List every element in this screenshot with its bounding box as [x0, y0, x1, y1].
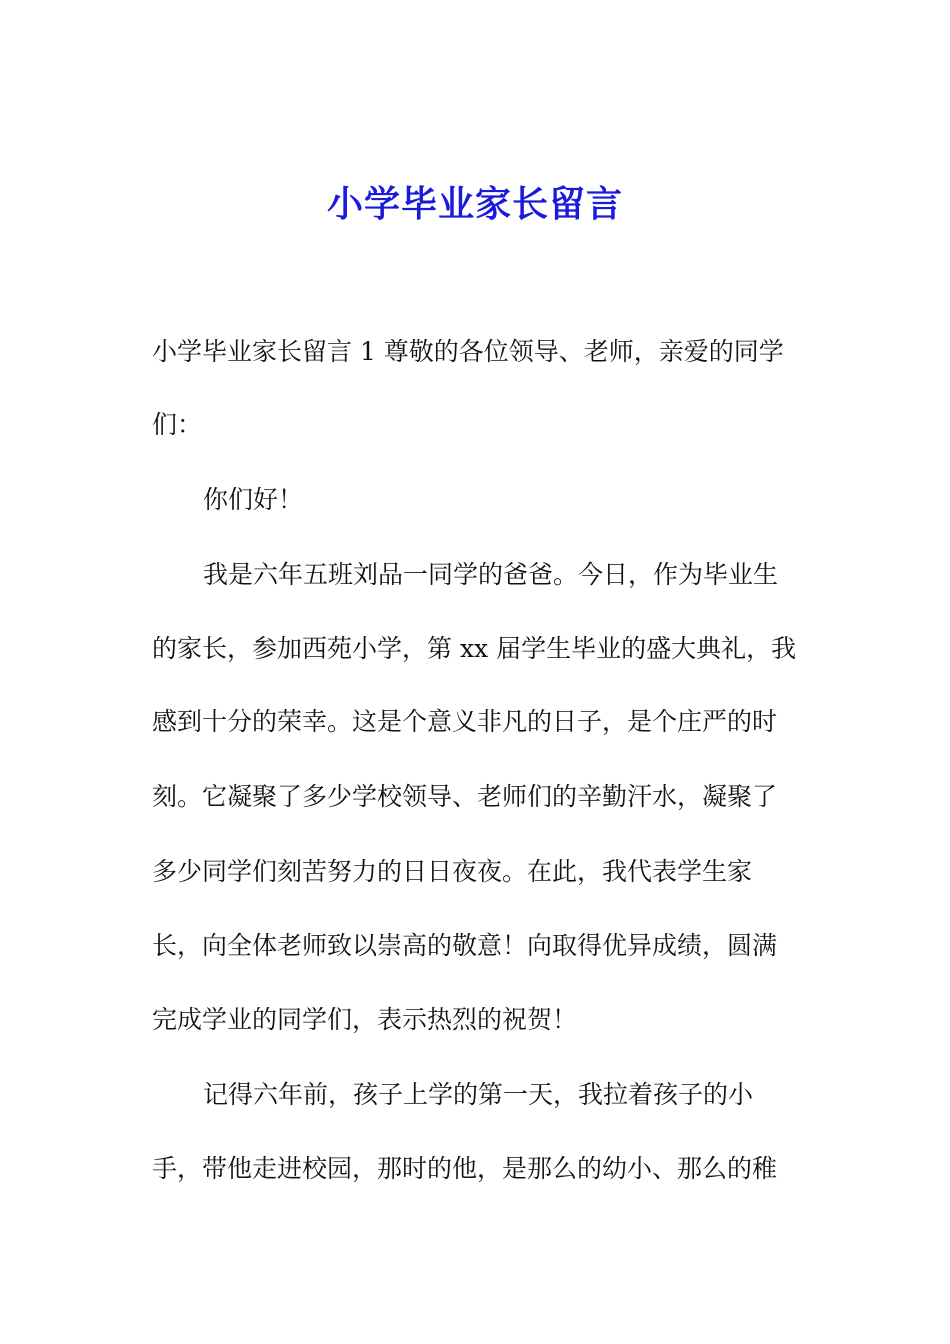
text-line: 手，带他走进校园，那时的他，是那么的幼小、那么的稚: [152, 1154, 778, 1183]
text-line: 感到十分的荣幸。这是个意义非凡的日子，是个庄严的时: [152, 707, 778, 736]
text-line: 我是六年五班刘品一同学的爸爸。今日，作为毕业生: [203, 560, 779, 589]
text-line: 小学毕业家长留言 1 尊敬的各位领导、老师，亲爱的同学: [152, 337, 784, 366]
text-line: 记得六年前，孩子上学的第一天，我拉着孩子的小: [203, 1080, 754, 1109]
text-line: 完成学业的同学们，表示热烈的祝贺！: [152, 1005, 578, 1034]
text-line: 的家长，参加西苑小学，第 xx 届学生毕业的盛大典礼，我: [152, 634, 797, 663]
document-title: 小学毕业家长留言: [326, 183, 623, 225]
text-line: 们：: [152, 410, 203, 439]
text-line: 你们好！: [203, 485, 304, 514]
text-line: 多少同学们刻苦努力的日日夜夜。在此，我代表学生家: [152, 857, 753, 886]
text-line: 长，向全体老师致以崇高的敬意！向取得优异成绩，圆满: [152, 931, 778, 960]
text-line: 刻。它凝聚了多少学校领导、老师们的辛勤汗水，凝聚了: [152, 782, 778, 811]
